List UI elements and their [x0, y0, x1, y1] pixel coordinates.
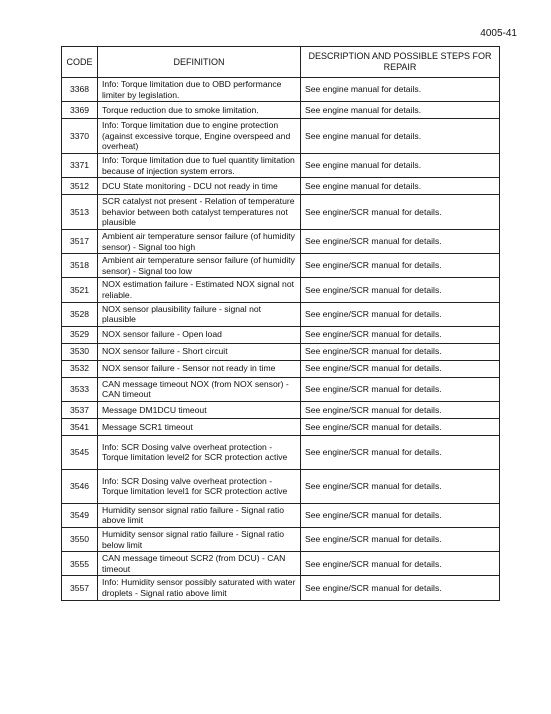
description-cell: See engine/SCR manual for details.: [301, 360, 500, 377]
definition-cell: SCR catalyst not present - Relation of temperature behavior between both catalyst temperatures not plausible: [98, 195, 301, 230]
code-cell: 3537: [62, 401, 98, 418]
code-cell: 3550: [62, 528, 98, 552]
code-cell: 3555: [62, 552, 98, 576]
description-cell: See engine manual for details.: [301, 119, 500, 154]
description-cell: See engine/SCR manual for details.: [301, 254, 500, 278]
table-body: [62, 78, 500, 601]
table-row: [62, 360, 500, 377]
code-cell: 3370: [62, 119, 98, 154]
description-cell: See engine/SCR manual for details.: [301, 503, 500, 527]
code-cell: 3545: [62, 435, 98, 469]
description-cell: See engine/SCR manual for details.: [301, 435, 500, 469]
code-cell: 3517: [62, 229, 98, 253]
definition-cell: CAN message timeout SCR2 (from DCU) - CAN timeout: [98, 552, 301, 576]
code-cell: 3557: [62, 576, 98, 600]
description-cell: See engine/SCR manual for details.: [301, 576, 500, 600]
header-description: DESCRIPTION AND POSSIBLE STEPS FOR REPAIR: [301, 47, 500, 78]
code-cell: 3541: [62, 418, 98, 435]
table-row: [62, 78, 500, 102]
table-row: [62, 229, 500, 253]
table-row: [62, 254, 500, 278]
table-row: [62, 343, 500, 360]
description-cell: See engine/SCR manual for details.: [301, 229, 500, 253]
description-cell: See engine manual for details.: [301, 102, 500, 119]
code-cell: 3521: [62, 278, 98, 302]
definition-cell: Torque reduction due to smoke limitation.: [98, 102, 301, 119]
table-row: [62, 418, 500, 435]
definition-cell: DCU State monitoring - DCU not ready in time: [98, 178, 301, 195]
description-cell: See engine/SCR manual for details.: [301, 377, 500, 401]
table-row: [62, 195, 500, 230]
definition-cell: Message SCR1 timeout: [98, 418, 301, 435]
definition-cell: NOX sensor plausibility failure - signal not plausible: [98, 302, 301, 326]
table-row: [62, 119, 500, 154]
code-cell: 3518: [62, 254, 98, 278]
table-row: [62, 401, 500, 418]
code-cell: 3371: [62, 153, 98, 177]
table-row: [62, 102, 500, 119]
description-cell: See engine/SCR manual for details.: [301, 469, 500, 503]
table-row: [62, 528, 500, 552]
definition-cell: NOX sensor failure - Open load: [98, 326, 301, 343]
definition-cell: Humidity sensor signal ratio failure - Signal ratio above limit: [98, 503, 301, 527]
header-definition: DEFINITION: [98, 47, 301, 78]
description-cell: See engine manual for details.: [301, 153, 500, 177]
description-cell: See engine/SCR manual for details.: [301, 528, 500, 552]
description-cell: See engine/SCR manual for details.: [301, 195, 500, 230]
table-row: [62, 576, 500, 600]
description-cell: See engine/SCR manual for details.: [301, 418, 500, 435]
description-cell: See engine/SCR manual for details.: [301, 343, 500, 360]
definition-cell: Info: SCR Dosing valve overheat protection - Torque limitation level2 for SCR protection active: [98, 435, 301, 469]
definition-cell: NOX sensor failure - Sensor not ready in time: [98, 360, 301, 377]
definition-cell: Info: Torque limitation due to engine protection (against excessive torque, Engine overspeed and overheat): [98, 119, 301, 154]
table-row: [62, 503, 500, 527]
code-cell: 3532: [62, 360, 98, 377]
code-cell: 3368: [62, 78, 98, 102]
fault-code-table: [61, 46, 500, 601]
code-cell: 3546: [62, 469, 98, 503]
table-row: [62, 377, 500, 401]
definition-cell: Info: Humidity sensor possibly saturated with water droplets - Signal ratio above limit: [98, 576, 301, 600]
code-cell: 3533: [62, 377, 98, 401]
definition-cell: Message DM1DCU timeout: [98, 401, 301, 418]
definition-cell: NOX estimation failure - Estimated NOX signal not reliable.: [98, 278, 301, 302]
table-row: [62, 178, 500, 195]
description-cell: See engine/SCR manual for details.: [301, 302, 500, 326]
table-header-row: [62, 47, 500, 78]
table-row: [62, 469, 500, 503]
description-cell: See engine/SCR manual for details.: [301, 326, 500, 343]
definition-cell: Info: SCR Dosing valve overheat protection - Torque limitation level1 for SCR protection active: [98, 469, 301, 503]
code-cell: 3530: [62, 343, 98, 360]
code-cell: 3512: [62, 178, 98, 195]
definition-cell: Info: Torque limitation due to OBD performance limiter by legislation.: [98, 78, 301, 102]
table-row: [62, 435, 500, 469]
table-row: [62, 153, 500, 177]
table-row: [62, 302, 500, 326]
page-number: 4005-41: [480, 28, 517, 39]
description-cell: See engine/SCR manual for details.: [301, 278, 500, 302]
table-row: [62, 278, 500, 302]
description-cell: See engine/SCR manual for details.: [301, 401, 500, 418]
table-row: [62, 326, 500, 343]
description-cell: See engine manual for details.: [301, 78, 500, 102]
definition-cell: Info: Torque limitation due to fuel quantity limitation because of injection system errors.: [98, 153, 301, 177]
table-row: [62, 552, 500, 576]
definition-cell: Ambient air temperature sensor failure (of humidity sensor) - Signal too high: [98, 229, 301, 253]
definition-cell: CAN message timeout NOX (from NOX sensor) - CAN timeout: [98, 377, 301, 401]
code-cell: 3529: [62, 326, 98, 343]
definition-cell: Ambient air temperature sensor failure (of humidity sensor) - Signal too low: [98, 254, 301, 278]
definition-cell: Humidity sensor signal ratio failure - Signal ratio below limit: [98, 528, 301, 552]
description-cell: See engine/SCR manual for details.: [301, 552, 500, 576]
code-cell: 3528: [62, 302, 98, 326]
definition-cell: NOX sensor failure - Short circuit: [98, 343, 301, 360]
code-cell: 3549: [62, 503, 98, 527]
description-cell: See engine manual for details.: [301, 178, 500, 195]
code-cell: 3369: [62, 102, 98, 119]
header-code: CODE: [62, 47, 98, 78]
code-cell: 3513: [62, 195, 98, 230]
